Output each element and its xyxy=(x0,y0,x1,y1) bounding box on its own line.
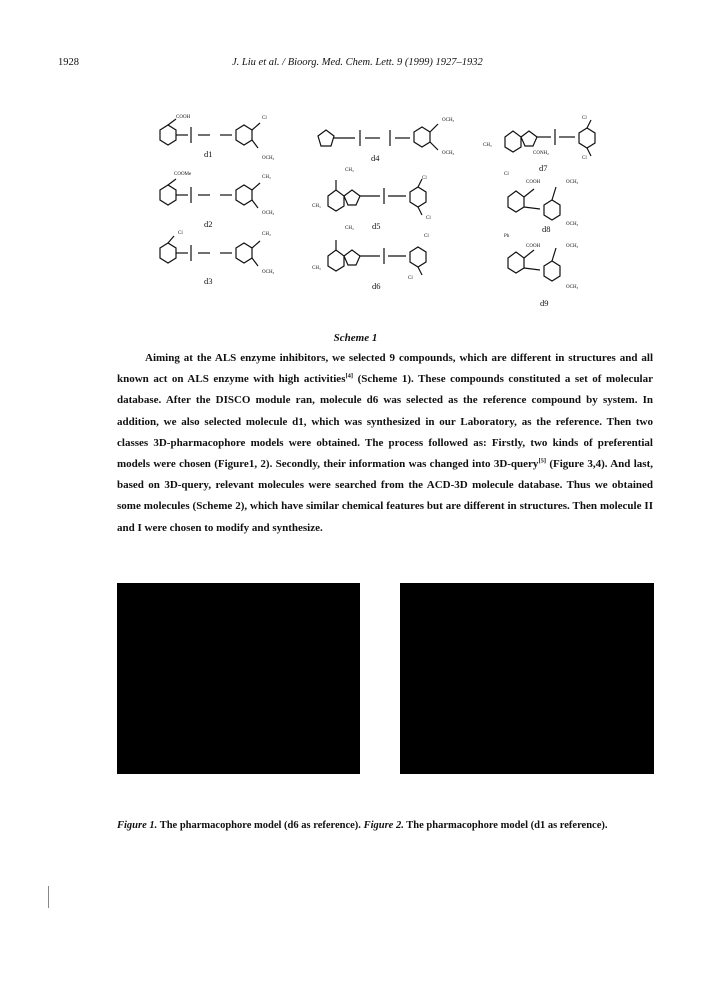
group-cooh: COOH xyxy=(176,115,191,120)
group-conh2: CONH₂ xyxy=(533,151,549,156)
figure-2-image xyxy=(400,583,654,774)
compound-label-d4: d4 xyxy=(371,153,380,163)
group-cooh: COOH xyxy=(526,180,541,185)
paragraph-mid: (Scheme 1). These compounds constituted a set of molecular database. After the DISCO module ran, molecule d6 was selected as the reference compound by system. In addition, we also selected molecule d1, which was synthesized in our Laboratory, as the reference. Then two classes 3D-pharmacophore models were obtained. The process followed as: Firstly, two kinds of preferential models were chosen (Figure1, 2). Secondly, their information was changed into 3D-query xyxy=(117,373,653,471)
compound-label-d2: d2 xyxy=(204,219,213,229)
group-ph: Ph xyxy=(504,234,510,239)
group-ch3: CH₃ xyxy=(262,232,271,237)
group-och3: OCH₃ xyxy=(566,180,579,185)
compound-label-d3: d3 xyxy=(204,276,213,286)
group-och3: OCH₃ xyxy=(262,270,275,275)
group-cl: Cl xyxy=(582,156,587,161)
group-cl: Cl xyxy=(424,234,429,239)
group-och3: OCH₃ xyxy=(262,211,275,216)
compound-label-d8: d8 xyxy=(542,224,551,234)
structure-d7 xyxy=(495,115,625,165)
group-och3: OCH₃ xyxy=(442,118,455,123)
group-och3: OCH₃ xyxy=(262,156,275,161)
paragraph-start: Aiming at the ALS enzyme inhibitors, we selected 9 compounds, which are different in structures and all known act on ALS enzyme with high activities xyxy=(117,352,653,386)
group-cl: Cl xyxy=(262,116,267,121)
figure-2-text: The pharmacophore model (d1 as reference). xyxy=(403,820,608,831)
structure-d6 xyxy=(318,228,468,283)
page-number: 1928 xyxy=(58,57,79,68)
citation-ref-4[interactable]: [4] xyxy=(345,372,354,380)
group-och3: OCH₃ xyxy=(566,222,579,227)
group-cl: Cl xyxy=(426,216,431,221)
structure-d5 xyxy=(318,168,468,223)
group-cl: Cl xyxy=(422,176,427,181)
group-cl: Cl xyxy=(408,276,413,281)
scheme-title: Scheme 1 xyxy=(333,332,378,344)
compound-label-d9: d9 xyxy=(540,298,549,308)
group-ch3: CH₃ xyxy=(312,204,321,209)
compound-label-d1: d1 xyxy=(204,149,213,159)
group-coome: COOMe xyxy=(174,172,192,177)
group-ch3: CH₃ xyxy=(345,168,354,173)
running-header: J. Liu et al. / Bioorg. Med. Chem. Lett. 9 (1999) 1927–1932 xyxy=(232,57,483,68)
figure-1-text: The pharmacophore model (d6 as reference). xyxy=(157,820,364,831)
structure-d8 xyxy=(500,175,600,230)
group-och3: OCH₃ xyxy=(566,244,579,249)
compound-label-d6: d6 xyxy=(372,281,381,291)
margin-mark xyxy=(48,886,49,908)
group-cl: Cl xyxy=(504,172,509,177)
body-paragraph xyxy=(117,348,653,539)
group-och3: OCH₃ xyxy=(566,285,579,290)
compound-label-d7: d7 xyxy=(539,163,548,173)
group-ch3: CH₃ xyxy=(345,226,354,231)
group-ch3: CH₃ xyxy=(262,175,271,180)
compound-label-d5: d5 xyxy=(372,221,381,231)
group-cooh: COOH xyxy=(526,244,541,249)
figure-1-image xyxy=(117,583,360,774)
figure-2-label: Figure 2. xyxy=(363,820,404,831)
group-och3: OCH₃ xyxy=(442,151,455,156)
figure-caption xyxy=(117,820,608,831)
citation-ref-5[interactable]: [5] xyxy=(538,457,547,465)
figure-1-label: Figure 1. xyxy=(117,820,158,831)
group-cl: Cl xyxy=(178,231,183,236)
group-ch3: CH₃ xyxy=(483,143,492,148)
structure-d2 xyxy=(148,175,278,225)
paragraph-end: (Figure 3,4). And last, based on 3D-query, relevant molecules were searched from the ACD-3D molecule database. Thus we obtained some molecules (Scheme 2), which have similar chemical features but are different in structures. Then molecule II and I were chosen to modify and synthesize. xyxy=(117,458,654,534)
structure-d3 xyxy=(148,233,278,283)
group-cl: Cl xyxy=(582,116,587,121)
structure-d4 xyxy=(310,118,460,163)
structure-d9 xyxy=(500,236,600,296)
group-ch3: CH₃ xyxy=(312,266,321,271)
structure-d1 xyxy=(148,115,278,170)
